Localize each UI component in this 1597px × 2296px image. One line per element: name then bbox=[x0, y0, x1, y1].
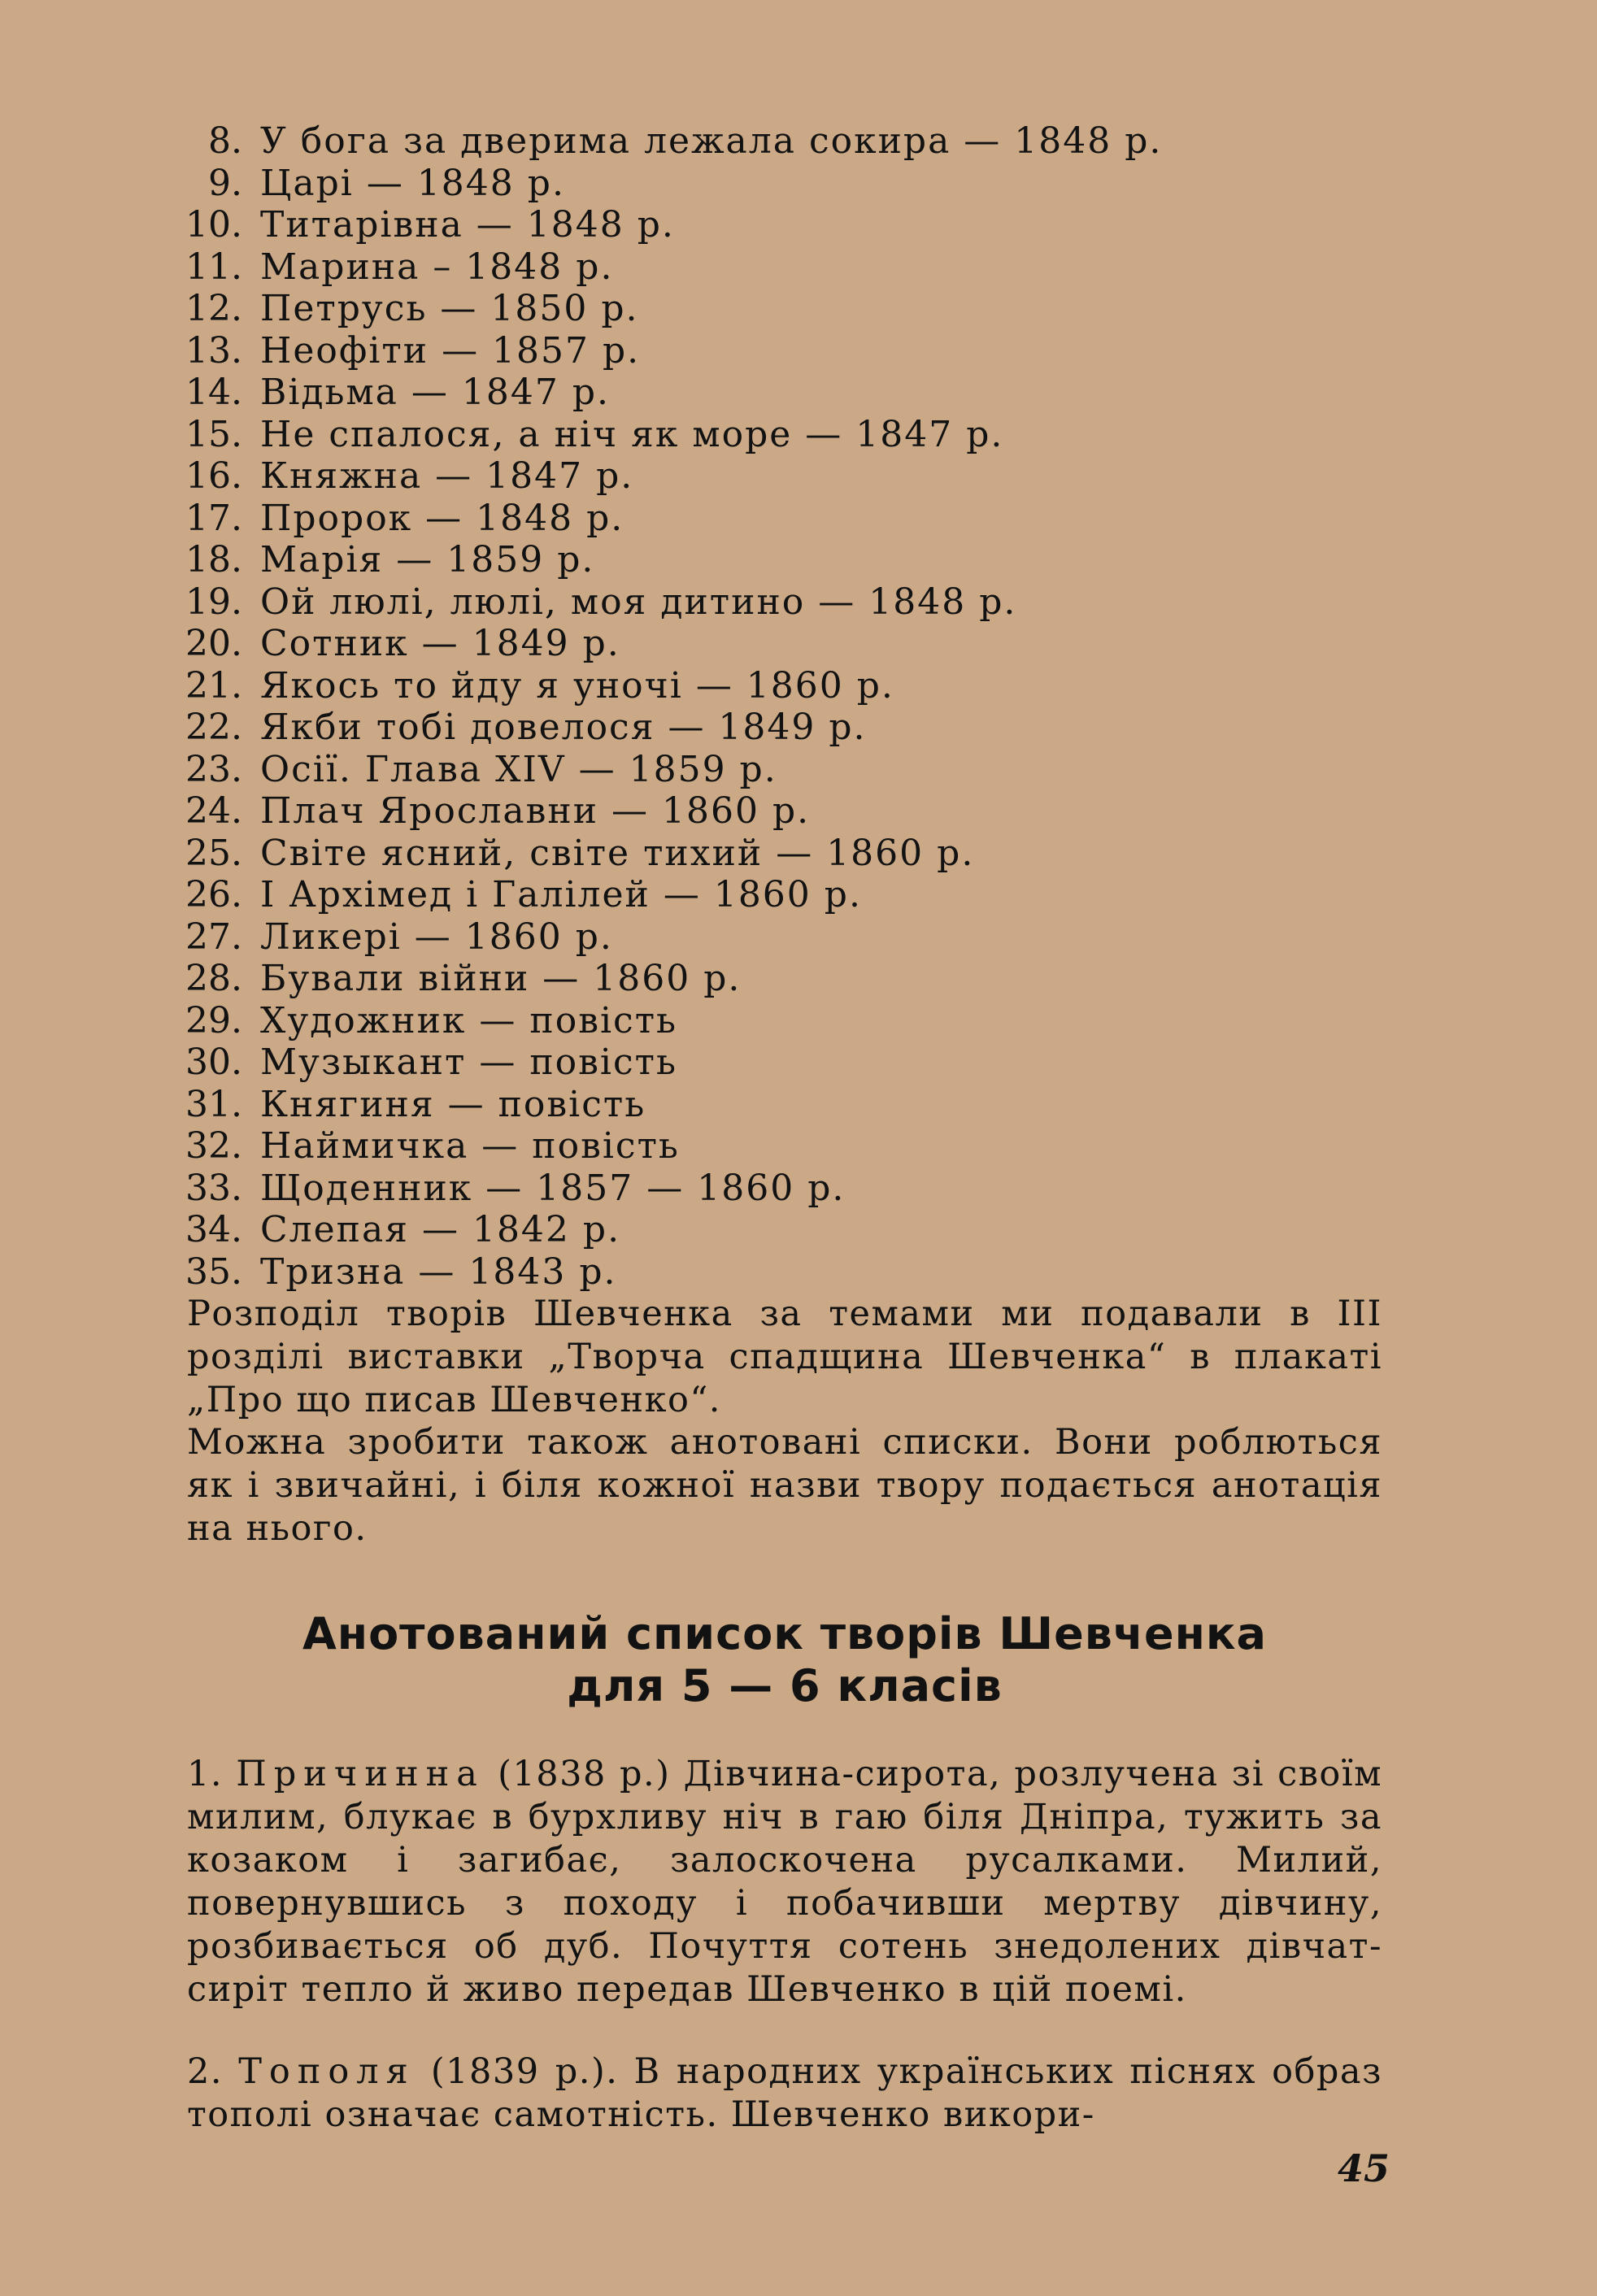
list-item bbox=[146, 498, 1399, 540]
list-item bbox=[146, 120, 1399, 163]
list-item-title: Пророк — 1848 р. bbox=[260, 497, 624, 539]
list-item-number: 21. bbox=[185, 664, 242, 707]
list-item-number: 14. bbox=[185, 372, 242, 413]
list-item bbox=[146, 958, 1399, 1000]
list-item bbox=[146, 1084, 1399, 1126]
list-item-title: Княжна — 1847 р. bbox=[260, 455, 634, 497]
heading-line-2: для 5 — 6 класів bbox=[567, 1660, 1003, 1711]
list-item-title: Художник — повість bbox=[260, 999, 677, 1041]
list-item bbox=[146, 749, 1399, 791]
list-item bbox=[146, 581, 1399, 624]
annotation-text: (1838 р.) Дівчина-сирота, розлучена зі своїм милим, блукає в бурхливу ніч в гаю біля Дніпра, тужить за козаком і загибає, залоскочена русалками. Милий, повернувшись з походу і побачивши мертву дівчину, розбивається об дуб. Почуття сотень знедолених дівчат-сиріт тепло й живо передав Шевченко в цій поемі. bbox=[187, 1754, 1383, 2010]
paragraph-annotated-lists: Можна зробити також анотовані списки. Вони роблються як і звичайні, і біля кожної назви твору подається анотація на нього. bbox=[187, 1422, 1382, 1549]
list-item-number: 29. bbox=[185, 999, 242, 1041]
list-item-title: Ликері — 1860 р. bbox=[260, 915, 613, 958]
list-item-title: Ой люлі, люлі, моя дитино — 1848 р. bbox=[260, 581, 1017, 623]
annotation-title: Тополя bbox=[238, 2051, 416, 2092]
list-item bbox=[146, 1209, 1399, 1251]
annotation-1 bbox=[187, 1753, 1382, 2011]
list-item-number: 15. bbox=[185, 413, 242, 455]
list-item-title: Сотник — 1849 р. bbox=[260, 623, 620, 664]
list-item bbox=[146, 916, 1399, 959]
list-item-number: 24. bbox=[185, 790, 242, 832]
list-item-number: 35. bbox=[185, 1250, 242, 1293]
list-item-number: 17. bbox=[185, 497, 242, 539]
list-item bbox=[146, 414, 1399, 456]
list-item-title: Бували війни — 1860 р. bbox=[260, 958, 742, 999]
list-item bbox=[146, 1041, 1399, 1084]
list-item-number: 26. bbox=[185, 874, 242, 915]
list-item-title: Титарівна — 1848 р. bbox=[260, 204, 675, 246]
list-item-number: 27. bbox=[185, 915, 242, 958]
page-number: 45 bbox=[1337, 2146, 1390, 2190]
annotation-2 bbox=[187, 2050, 1382, 2137]
list-item bbox=[146, 204, 1399, 246]
list-item-number: 31. bbox=[185, 1083, 242, 1125]
list-item bbox=[146, 372, 1399, 414]
list-item-title: Музыкант — повість bbox=[260, 1041, 677, 1083]
works-list bbox=[146, 120, 1399, 1293]
annotation-title: Причинна bbox=[236, 1754, 485, 1794]
list-item-number: 23. bbox=[185, 748, 242, 790]
list-item-title: Петрусь — 1850 р. bbox=[260, 288, 639, 329]
list-item bbox=[146, 833, 1399, 875]
list-item-title: Царі — 1848 р. bbox=[260, 162, 565, 204]
list-item-number: 22. bbox=[185, 707, 242, 748]
list-item bbox=[146, 455, 1399, 498]
list-item-title: І Архімед і Галілей — 1860 р. bbox=[260, 874, 862, 915]
list-item-title: Тризна — 1843 р. bbox=[260, 1250, 617, 1293]
list-item-number: 8. bbox=[208, 120, 242, 162]
list-item bbox=[146, 1168, 1399, 1210]
list-item-title: Княгиня — повість bbox=[260, 1083, 646, 1125]
list-item-number: 32. bbox=[185, 1125, 242, 1167]
list-item bbox=[146, 623, 1399, 665]
list-item-title: Щоденник — 1857 — 1860 р. bbox=[260, 1167, 846, 1209]
list-item-number: 9. bbox=[208, 162, 242, 204]
list-item bbox=[146, 707, 1399, 749]
list-item-number: 18. bbox=[185, 539, 242, 581]
list-item-number: 25. bbox=[185, 832, 242, 874]
list-item bbox=[146, 330, 1399, 372]
list-item-title: Плач Ярославни — 1860 р. bbox=[260, 790, 811, 832]
list-item-title: Відьма — 1847 р. bbox=[260, 372, 610, 413]
list-item-title: Неофіти — 1857 р. bbox=[260, 329, 641, 372]
list-item-number: 11. bbox=[185, 246, 242, 288]
list-item-number: 12. bbox=[185, 288, 242, 329]
heading-line-1: Анотований список творів Шевченка bbox=[302, 1608, 1267, 1659]
list-item bbox=[146, 163, 1399, 205]
list-item bbox=[146, 1251, 1399, 1294]
section-heading bbox=[187, 1608, 1382, 1712]
list-item-title: У бога за дверима лежала сокира — 1848 р. bbox=[260, 120, 1163, 162]
annotation-number: 1. bbox=[187, 1754, 224, 1794]
list-item bbox=[146, 1000, 1399, 1042]
list-item-number: 20. bbox=[185, 623, 242, 664]
list-item bbox=[146, 874, 1399, 916]
list-item-number: 19. bbox=[185, 581, 242, 623]
list-item-number: 28. bbox=[185, 958, 242, 999]
list-item-title: Світе ясний, світе тихий — 1860 р. bbox=[260, 832, 975, 874]
paragraph-themes: Розподіл творів Шевченка за темами ми подавали в ІІІ розділі виставки „Творча спадщина Шевченка“ в плакаті „Про що писав Шевченко“. bbox=[187, 1294, 1382, 1420]
list-item-title: Якось то йду я уночі — 1860 р. bbox=[260, 664, 894, 707]
list-item-title: Осії. Глава XIV — 1859 р. bbox=[260, 748, 777, 790]
list-item-title: Наймичка — повість bbox=[260, 1125, 680, 1167]
list-item-number: 30. bbox=[185, 1041, 242, 1083]
list-item bbox=[146, 790, 1399, 833]
annotation-text: (1839 р.). В народних українських піснях образ тополі означає самотність. Шевченко викори- bbox=[187, 2051, 1382, 2135]
list-item-title: Марина – 1848 р. bbox=[260, 246, 614, 288]
list-item-number: 16. bbox=[185, 455, 242, 497]
list-item-number: 33. bbox=[185, 1167, 242, 1209]
list-item-number: 13. bbox=[185, 329, 242, 372]
list-item bbox=[146, 539, 1399, 581]
list-item-number: 10. bbox=[185, 204, 242, 246]
list-item-number: 34. bbox=[185, 1209, 242, 1250]
list-item bbox=[146, 288, 1399, 330]
list-item-title: Якби тобі довелося — 1849 р. bbox=[260, 707, 867, 748]
list-item-title: Марія — 1859 р. bbox=[260, 539, 595, 581]
annotation-number: 2. bbox=[187, 2051, 224, 2092]
list-item bbox=[146, 665, 1399, 707]
list-item bbox=[146, 246, 1399, 289]
list-item-title: Не спалося, а ніч як море — 1847 р. bbox=[260, 413, 1004, 455]
list-item-title: Слепая — 1842 р. bbox=[260, 1209, 621, 1250]
list-item bbox=[146, 1125, 1399, 1168]
